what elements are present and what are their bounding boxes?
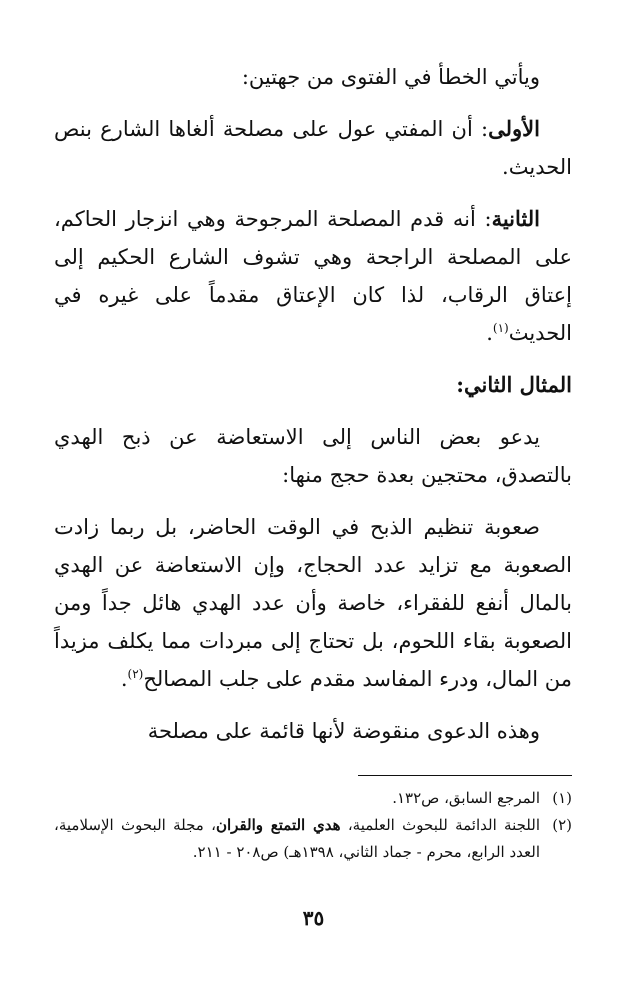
second-point-text: : أنه قدم المصلحة المرجوحة وهي انزجار الحاكم، على المصلحة الراجحة وهي تشوف الشارع الحكيم إلى إعتاق الرقاب، لذا كان الإعتاق مقدماً على غيره في الحديث xyxy=(54,207,572,345)
footnote-2-text-a: اللجنة الدائمة للبحوث العلمية، xyxy=(340,816,540,834)
footnotes xyxy=(54,785,572,866)
footnote-2-text-b: ، مجلة البحوث الإسلامية، العدد الرابع، محرم - جماد الثاني، ١٣٩٨هـ) ص٢٠٨ - ٢١١. xyxy=(54,816,540,861)
paragraph-first-point xyxy=(54,110,572,186)
paragraph-claim: يدعو بعض الناس إلى الاستعاضة عن ذبح الهدي بالتصدق، محتجين بعدة حجج منها: xyxy=(54,425,572,487)
first-point-text: : أن المفتي عول على مصلحة ألغاها الشارع بنص الحديث. xyxy=(54,117,572,179)
second-point-end: . xyxy=(486,321,493,345)
footnote-1-text: المرجع السابق، ص١٣٢. xyxy=(392,789,540,807)
footnote-ref-1[interactable]: (١) xyxy=(492,321,509,335)
paragraph-arguments xyxy=(54,508,572,698)
footnote-2 xyxy=(54,812,572,866)
footnote-2-number: (٢) xyxy=(552,816,572,834)
paragraph-second-point xyxy=(54,200,572,352)
page-number: ٣٥ xyxy=(302,906,325,930)
arguments-text: صعوبة تنظيم الذبح في الوقت الحاضر، بل ربما زادت الصعوبة مع تزايد عدد الحجاج، وإن الاستعاضة عن الهدي بالمال أنفع للفقراء، خاصة وأن عدد الهدي هائل جداً ومن الصعوبة بقاء اللحوم، بل تحتاج إلى مبردات مما يكلف مزيداً من المال، ودرء المفاسد مقدم على جلب المصالح xyxy=(54,515,572,691)
section-heading: المثال الثاني: xyxy=(456,372,572,397)
footnote-2-text xyxy=(54,812,540,866)
arguments-end: . xyxy=(120,667,128,691)
second-point-label: الثانية xyxy=(491,206,540,231)
paragraph-rebuttal: وهذه الدعوى منقوضة لأنها قائمة على مصلحة xyxy=(147,719,540,743)
main-text xyxy=(54,58,572,750)
footnote-separator xyxy=(358,775,572,776)
footnote-1-number: (١) xyxy=(552,789,572,807)
paragraph-intro: ويأتي الخطأ في الفتوى من جهتين: xyxy=(241,65,540,89)
first-point-label: الأولى xyxy=(488,116,540,141)
footnote-2-title: هدي التمتع والقران xyxy=(215,816,341,834)
footnote-ref-2[interactable]: (٢) xyxy=(127,667,144,681)
footnote-1 xyxy=(54,785,572,812)
